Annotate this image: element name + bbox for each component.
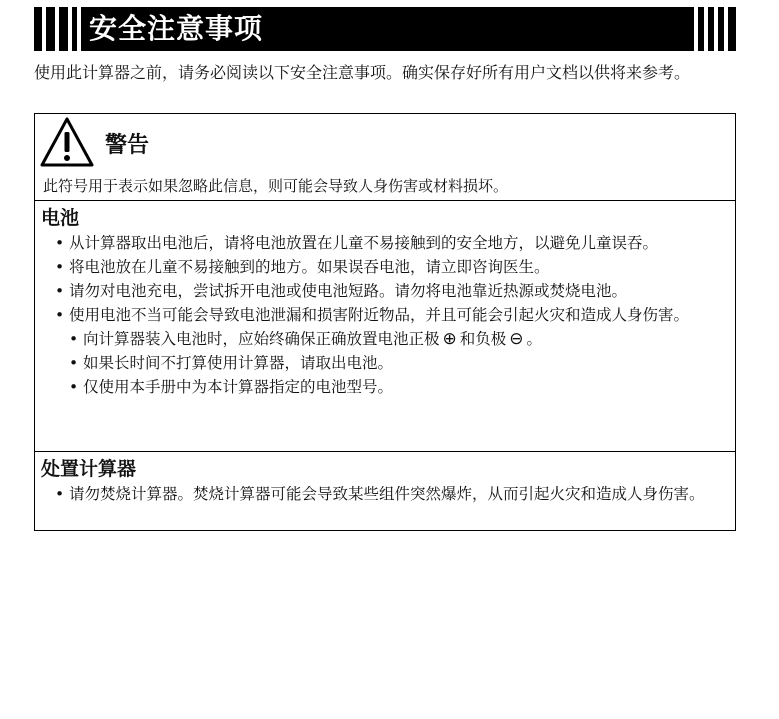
title-stripe <box>77 7 81 51</box>
minus-symbol-icon: ⊖ <box>509 329 524 349</box>
list-item-text: 将电池放在儿童不易接触到的地方。如果误吞电池，请立即咨询医生。 <box>69 258 550 276</box>
intro-paragraph: 使用此计算器之前，请务必阅读以下安全注意事项。确实保存好所有用户文档以供将来参考。 <box>34 63 691 82</box>
title-stripe <box>704 7 708 51</box>
title-stripe <box>42 7 46 51</box>
title-stripe <box>724 7 728 51</box>
list-item: • 将电池放在儿童不易接触到的地方。如果误吞电池，请立即咨询医生。 <box>55 258 550 276</box>
list-item: • 请勿对电池充电，尝试拆开电池或使电池短路。请勿将电池靠近热源或焚烧电池。 <box>55 282 628 300</box>
sub-list-item: • 向计算器装入电池时，应始终确保正确放置电池正极 ⊕ 和负极 ⊖ 。 <box>69 329 543 349</box>
list-item: • 从计算器取出电池后，请将电池放置在儿童不易接触到的安全地方，以避免儿童误吞。 <box>55 234 659 252</box>
warning-header <box>35 114 735 172</box>
title-stripe <box>68 7 72 51</box>
polarity-suffix-text: 。 <box>526 330 543 348</box>
list-item-text: 仅使用本手册中为本计算器指定的电池型号。 <box>83 378 394 396</box>
list-item-text: 请勿焚烧计算器。焚烧计算器可能会导致某些组件突然爆炸，从而引起火灾和造成人身伤害。 <box>69 485 705 503</box>
title-stripe <box>714 7 718 51</box>
battery-section-title: 电池 <box>41 207 80 229</box>
battery-list <box>35 231 735 399</box>
safety-box <box>34 113 736 531</box>
title-stripe <box>55 7 59 51</box>
list-item-text: 请勿对电池充电，尝试拆开电池或使电池短路。请勿将电池靠近热源或焚烧电池。 <box>69 282 628 300</box>
list-item: • 使用电池不当可能会导致电池泄漏和损害附近物品，并且可能会引起火灾和造成人身伤害。 <box>55 306 690 324</box>
title-stripe <box>694 7 698 51</box>
divider <box>35 451 735 452</box>
disposal-section-title: 处置计算器 <box>41 458 137 480</box>
disposal-list <box>35 482 735 506</box>
sub-list-item: • 如果长时间不打算使用计算器，请取出电池。 <box>69 354 394 372</box>
title-bar <box>34 7 736 51</box>
warning-triangle-icon <box>39 116 95 172</box>
page-title: 安全注意事项 <box>89 12 264 45</box>
list-item-text: 如果长时间不打算使用计算器，请取出电池。 <box>83 354 394 372</box>
polarity-middle-text: 和负极 <box>459 330 507 348</box>
polarity-text: 向计算器装入电池时，应始终确保正确放置电池正极 <box>83 330 440 348</box>
list-item: • 请勿焚烧计算器。焚烧计算器可能会导致某些组件突然爆炸，从而引起火灾和造成人身伤害。 <box>55 485 705 503</box>
list-item-text: 使用电池不当可能会导致电池泄漏和损害附近物品，并且可能会引起火灾和造成人身伤害。 <box>69 306 690 324</box>
divider <box>35 200 735 201</box>
warning-description: 此符号用于表示如果忽略此信息，则可能会导致人身伤害或材料损坏。 <box>43 177 509 195</box>
warning-title: 警告 <box>105 133 150 158</box>
plus-symbol-icon: ⊕ <box>442 329 457 349</box>
sub-list-item: • 仅使用本手册中为本计算器指定的电池型号。 <box>69 378 394 396</box>
list-item-text: 从计算器取出电池后，请将电池放置在儿童不易接触到的安全地方，以避免儿童误吞。 <box>69 234 659 252</box>
